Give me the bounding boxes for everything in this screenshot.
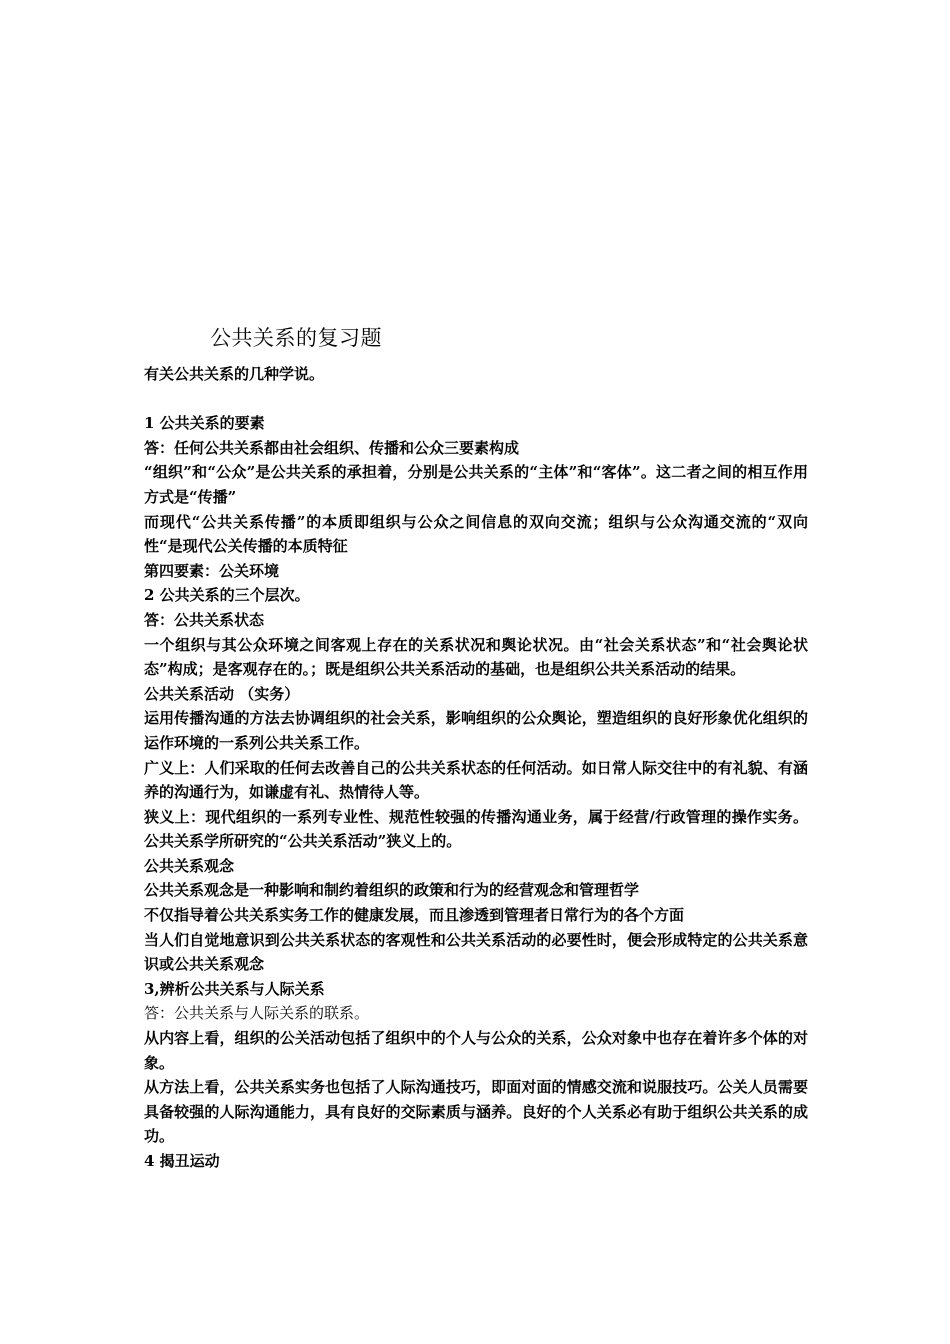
paragraph: 运用传播沟通的方法去协调组织的社会关系，影响组织的公众舆论，塑造组织的良好形象优化组织的运作环境的一系列公共关系工作。	[144, 709, 808, 752]
paragraph: 广义上：人们采取的任何去改善自己的公共关系状态的任何活动。如日常人际交往中的有礼貌、有涵养的沟通行为，如谦虚有礼、热情待人等。	[144, 758, 808, 802]
paragraph: 不仅指导着公共关系实务工作的健康发展，而且渗透到管理者日常行为的各个方面	[144, 906, 685, 925]
paragraph: 狭义上：现代组织的一系列专业性、规范性较强的传播沟通业务，属于经营/行政管理的操作实务。公共关系学所研究的“公共关系活动”狭义上的。	[144, 807, 808, 851]
document-title: 公共关系的复习题	[210, 326, 382, 350]
paragraph: 第四要素：公关环境	[144, 561, 280, 580]
paragraph: 当人们自觉地意识到公共关系状态的客观性和公共关系活动的必要性时，便会形成特定的公共关系意识或公共关系观念	[144, 930, 808, 974]
paragraph: 公共关系观念是一种影响和制约着组织的政策和行为的经营观念和管理哲学	[144, 881, 640, 900]
paragraph: 4 揭丑运动	[144, 1152, 220, 1170]
paragraph: 而现代“公共关系传播”的本质即组织与公众之间信息的双向交流；组织与公众沟通交流的“双向性“是现代公关传播的本质特征	[144, 512, 808, 556]
document-body	[144, 362, 808, 1174]
paragraph: 有关公共关系的几种学说。	[144, 365, 325, 383]
paragraph: 公共关系观念	[144, 856, 235, 875]
paragraph: 从方法上看，公共关系实务也包括了人际沟通技巧，即面对面的情感交流和说服技巧。公关人员需要具备较强的人际沟通能力，具有良好的交际素质与涵养。良好的个人关系必有助于组织公共关系的成功。	[144, 1078, 808, 1146]
paragraph: 答：任何公共关系都由社会组织、传播和公众三要素构成	[144, 438, 520, 457]
paragraph: 从内容上看，组织的公关活动包括了组织中的个人与公众的关系，公众对象中也存在着许多个体的对象。	[144, 1029, 808, 1072]
paragraph: 1 公共关系的要素	[144, 414, 265, 433]
paragraph: 公共关系活动 （实务）	[144, 684, 300, 703]
paragraph: 一个组织与其公众环境之间客观上存在的关系状况和舆论状况。由“社会关系状态”和“社会舆论状态”构成；是客观存在的。；既是组织公共关系活动的基础，也是组织公共关系活动的结果。	[144, 635, 808, 679]
paragraph: 答：公共关系与人际关系的联系。	[144, 1004, 370, 1023]
paragraph: 3,辨析公共关系与人际关系	[144, 979, 325, 998]
paragraph: “组织”和“公众”是公共关系的承担着，分别是公共关系的“主体”和“客体”。这二者之间的相互作用方式是“传播”	[144, 463, 808, 506]
paragraph: 答：公共关系状态	[144, 610, 265, 629]
paragraph: 2 公共关系的三个层次。	[144, 586, 310, 605]
blank-line	[144, 387, 808, 412]
